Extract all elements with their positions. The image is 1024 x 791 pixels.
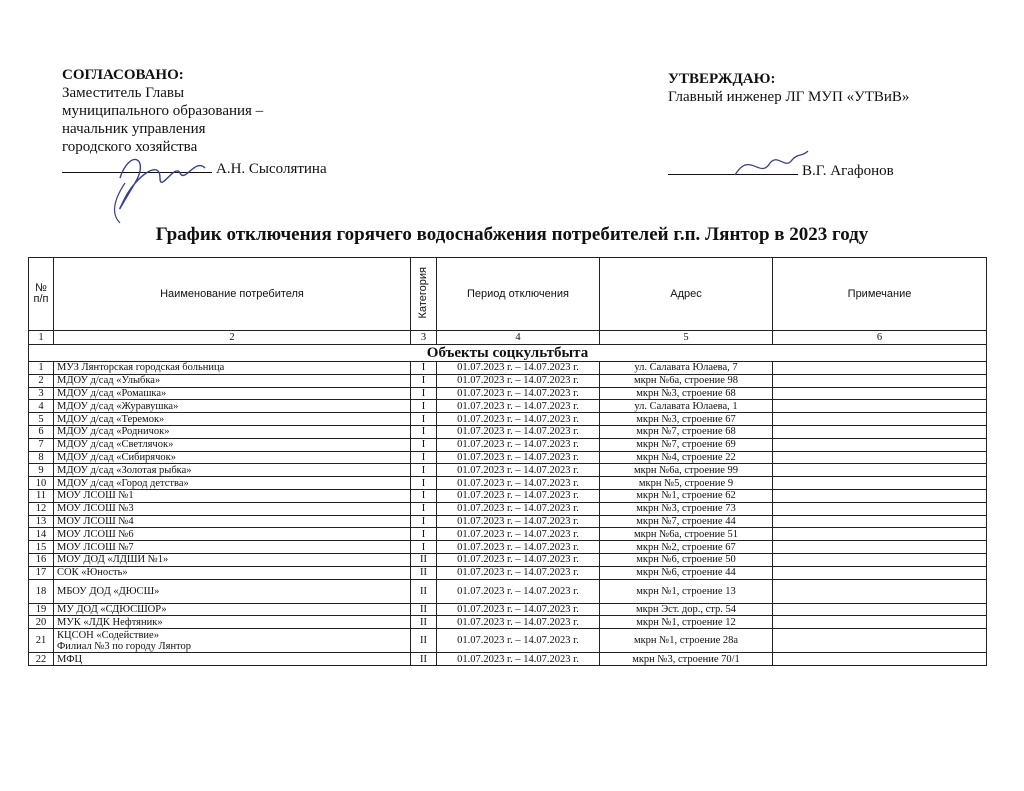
period: 01.07.2023 г. – 14.07.2023 г. [437, 653, 600, 666]
column-number: 4 [437, 331, 600, 345]
note [773, 374, 987, 387]
period: 01.07.2023 г. – 14.07.2023 г. [437, 541, 600, 554]
address: мкрн №5, строение 9 [600, 477, 773, 490]
consumer-name: МДОУ д/сад «Сибирячок» [54, 451, 411, 464]
approval-signer: А.Н. Сысолятина [216, 161, 327, 177]
note [773, 579, 987, 603]
table-row [29, 502, 987, 515]
note [773, 566, 987, 579]
period: 01.07.2023 г. – 14.07.2023 г. [437, 579, 600, 603]
table-row [29, 451, 987, 464]
category: I [411, 451, 437, 464]
address: мкрн Эст. дор., стр. 54 [600, 603, 773, 616]
consumer-name: МУК «ЛДК Нефтяник» [54, 616, 411, 629]
table-row [29, 566, 987, 579]
note [773, 477, 987, 490]
period: 01.07.2023 г. – 14.07.2023 г. [437, 400, 600, 413]
consumer-name: МБОУ ДОД «ДЮСШ» [54, 579, 411, 603]
row-number: 8 [29, 451, 54, 464]
table-row [29, 515, 987, 528]
approval-line: муниципального образования – [62, 103, 264, 119]
period: 01.07.2023 г. – 14.07.2023 г. [437, 528, 600, 541]
row-number: 3 [29, 387, 54, 400]
address: мкрн №4, строение 22 [600, 451, 773, 464]
section-row [29, 345, 987, 362]
consumer-name: СОК «Юность» [54, 566, 411, 579]
row-number: 5 [29, 413, 54, 426]
consumer-name-line: Филиал №3 по городу Лянтор [57, 640, 192, 652]
period: 01.07.2023 г. – 14.07.2023 г. [437, 629, 600, 653]
row-number: 2 [29, 374, 54, 387]
period: 01.07.2023 г. – 14.07.2023 г. [437, 553, 600, 566]
category: I [411, 502, 437, 515]
category: I [411, 438, 437, 451]
header-name: Наименование потребителя [54, 258, 411, 331]
table-row [29, 400, 987, 413]
signature-right-icon [730, 145, 810, 185]
consumer-name: МОУ ЛСОШ №4 [54, 515, 411, 528]
row-number: 12 [29, 502, 54, 515]
note [773, 502, 987, 515]
note [773, 464, 987, 477]
row-number: 7 [29, 438, 54, 451]
approval-line: городского хозяйства [62, 139, 198, 155]
row-number: 6 [29, 425, 54, 438]
note [773, 387, 987, 400]
confirmation-block [668, 70, 909, 106]
column-number-row [29, 331, 987, 345]
consumer-name: МОУ ЛСОШ №1 [54, 489, 411, 502]
confirmation-line: Главный инженер ЛГ МУП «УТВиВ» [668, 89, 910, 105]
period: 01.07.2023 г. – 14.07.2023 г. [437, 374, 600, 387]
table-row [29, 553, 987, 566]
consumer-name: МОУ ЛСОШ №7 [54, 541, 411, 554]
table-row [29, 387, 987, 400]
table-row [29, 629, 987, 653]
address: мкрн №1, строение 62 [600, 489, 773, 502]
table-row [29, 425, 987, 438]
table-row [29, 464, 987, 477]
period: 01.07.2023 г. – 14.07.2023 г. [437, 603, 600, 616]
table-body [29, 362, 987, 666]
note [773, 528, 987, 541]
address: мкрн №1, строение 13 [600, 579, 773, 603]
address: мкрн №6а, строение 51 [600, 528, 773, 541]
note [773, 451, 987, 464]
category: I [411, 400, 437, 413]
row-number: 16 [29, 553, 54, 566]
header-num: № п/п [29, 258, 54, 331]
address: мкрн №7, строение 68 [600, 425, 773, 438]
consumer-name: МОУ ДОД «ЛДШИ №1» [54, 553, 411, 566]
approval-line: Заместитель Главы [62, 85, 185, 101]
address: ул. Салавата Юлаева, 1 [600, 400, 773, 413]
column-number: 2 [54, 331, 411, 345]
category: I [411, 425, 437, 438]
note [773, 489, 987, 502]
note [773, 629, 987, 653]
row-number: 17 [29, 566, 54, 579]
category: I [411, 489, 437, 502]
row-number: 18 [29, 579, 54, 603]
header-address: Адрес [600, 258, 773, 331]
address: мкрн №2, строение 67 [600, 541, 773, 554]
note [773, 653, 987, 666]
period: 01.07.2023 г. – 14.07.2023 г. [437, 413, 600, 426]
table-row [29, 413, 987, 426]
period: 01.07.2023 г. – 14.07.2023 г. [437, 616, 600, 629]
row-number: 14 [29, 528, 54, 541]
category: I [411, 362, 437, 375]
consumer-name: МДОУ д/сад «Теремок» [54, 413, 411, 426]
address: мкрн №6, строение 44 [600, 566, 773, 579]
category: I [411, 413, 437, 426]
consumer-name: МДОУ д/сад «Золотая рыбка» [54, 464, 411, 477]
table-row [29, 489, 987, 502]
category: II [411, 653, 437, 666]
table-row [29, 477, 987, 490]
category: II [411, 566, 437, 579]
consumer-name: МДОУ д/сад «Родничок» [54, 425, 411, 438]
consumer-name: МДОУ д/сад «Город детства» [54, 477, 411, 490]
confirmation-signer: В.Г. Агафонов [802, 163, 894, 179]
column-number: 1 [29, 331, 54, 345]
consumer-name: МУ ДОД «СДЮСШОР» [54, 603, 411, 616]
address: мкрн №6, строение 50 [600, 553, 773, 566]
category: II [411, 616, 437, 629]
table-row [29, 374, 987, 387]
category: II [411, 629, 437, 653]
period: 01.07.2023 г. – 14.07.2023 г. [437, 464, 600, 477]
consumer-name: МФЦ [54, 653, 411, 666]
header-category [411, 258, 437, 331]
row-number: 11 [29, 489, 54, 502]
category: I [411, 528, 437, 541]
address: мкрн №7, строение 44 [600, 515, 773, 528]
table-row [29, 603, 987, 616]
header-period: Период отключения [437, 258, 600, 331]
category: I [411, 541, 437, 554]
note [773, 515, 987, 528]
address: мкрн №3, строение 67 [600, 413, 773, 426]
category: II [411, 553, 437, 566]
row-number: 22 [29, 653, 54, 666]
note [773, 616, 987, 629]
column-number: 6 [773, 331, 987, 345]
row-number: 21 [29, 629, 54, 653]
address: мкрн №3, строение 68 [600, 387, 773, 400]
consumer-name: МУЗ Лянторская городская больница [54, 362, 411, 375]
row-number: 15 [29, 541, 54, 554]
note [773, 362, 987, 375]
note [773, 603, 987, 616]
row-number: 20 [29, 616, 54, 629]
address: мкрн №1, строение 28а [600, 629, 773, 653]
period: 01.07.2023 г. – 14.07.2023 г. [437, 451, 600, 464]
address: мкрн №6а, строение 99 [600, 464, 773, 477]
address: мкрн №6а, строение 98 [600, 374, 773, 387]
period: 01.07.2023 г. – 14.07.2023 г. [437, 515, 600, 528]
note [773, 413, 987, 426]
table-row [29, 579, 987, 603]
section-title: Объекты соцкультбыта [29, 345, 987, 362]
table-row [29, 541, 987, 554]
period: 01.07.2023 г. – 14.07.2023 г. [437, 502, 600, 515]
row-number: 9 [29, 464, 54, 477]
consumer-name: МДОУ д/сад «Ромашка» [54, 387, 411, 400]
column-number: 3 [411, 331, 437, 345]
consumer-name: МОУ ЛСОШ №3 [54, 502, 411, 515]
note [773, 553, 987, 566]
category: II [411, 579, 437, 603]
address: ул. Салавата Юлаева, 7 [600, 362, 773, 375]
table-row [29, 528, 987, 541]
consumer-name [54, 629, 411, 653]
approval-line: начальник управления [62, 121, 206, 137]
table-row [29, 362, 987, 375]
confirmation-heading: УТВЕРЖДАЮ: [668, 71, 776, 87]
note [773, 425, 987, 438]
consumer-name: МДОУ д/сад «Журавушка» [54, 400, 411, 413]
category: I [411, 477, 437, 490]
table-header-row [29, 258, 987, 331]
consumer-name: МОУ ЛСОШ №6 [54, 528, 411, 541]
row-number: 13 [29, 515, 54, 528]
period: 01.07.2023 г. – 14.07.2023 г. [437, 362, 600, 375]
category: I [411, 464, 437, 477]
address: мкрн №3, строение 70/1 [600, 653, 773, 666]
table-row [29, 653, 987, 666]
period: 01.07.2023 г. – 14.07.2023 г. [437, 438, 600, 451]
approval-heading: СОГЛАСОВАНО: [62, 67, 184, 83]
table-row [29, 438, 987, 451]
period: 01.07.2023 г. – 14.07.2023 г. [437, 489, 600, 502]
period: 01.07.2023 г. – 14.07.2023 г. [437, 477, 600, 490]
consumer-name: МДОУ д/сад «Улыбка» [54, 374, 411, 387]
address: мкрн №3, строение 73 [600, 502, 773, 515]
category: II [411, 603, 437, 616]
note [773, 438, 987, 451]
column-number: 5 [600, 331, 773, 345]
row-number: 1 [29, 362, 54, 375]
period: 01.07.2023 г. – 14.07.2023 г. [437, 425, 600, 438]
row-number: 19 [29, 603, 54, 616]
note [773, 541, 987, 554]
period: 01.07.2023 г. – 14.07.2023 г. [437, 387, 600, 400]
header-note: Примечание [773, 258, 987, 331]
consumer-name: МДОУ д/сад «Светлячок» [54, 438, 411, 451]
address: мкрн №1, строение 12 [600, 616, 773, 629]
note [773, 400, 987, 413]
row-number: 10 [29, 477, 54, 490]
header-category-label: Категория [417, 266, 429, 319]
consumer-name-line: КЦСОН «Содействие» [57, 629, 159, 641]
page-title: График отключения горячего водоснабжения потребителей г.п. Лянтор в 2023 году [155, 224, 869, 245]
signature-left-icon [100, 138, 210, 228]
row-number: 4 [29, 400, 54, 413]
category: I [411, 515, 437, 528]
address: мкрн №7, строение 69 [600, 438, 773, 451]
category: I [411, 374, 437, 387]
period: 01.07.2023 г. – 14.07.2023 г. [437, 566, 600, 579]
table-row [29, 616, 987, 629]
category: I [411, 387, 437, 400]
schedule-table [28, 257, 987, 666]
